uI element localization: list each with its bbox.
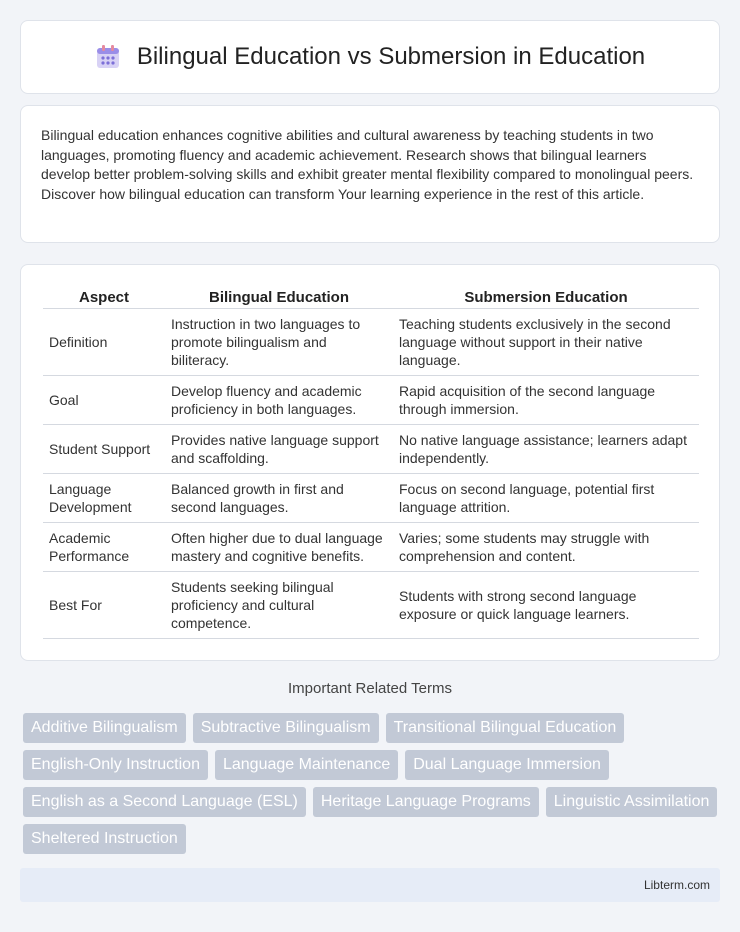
table-cell: Students seeking bilingual proficiency and cultural competence. [165,572,393,639]
table-cell: Academic Performance [43,523,165,572]
related-terms-heading: Important Related Terms [288,680,452,697]
comparison-table [43,285,699,639]
table-cell: Balanced growth in first and second languages. [165,474,393,523]
header-aspect: Aspect [43,285,165,309]
tag-language-maintenance[interactable]: Language Maintenance [215,750,398,780]
table-cell: Develop fluency and academic proficiency in both languages. [165,376,393,425]
table-cell: Often higher due to dual language mastery and cognitive benefits. [165,523,393,572]
table-cell: Goal [43,376,165,425]
table-row [43,425,699,474]
intro-text: Bilingual education enhances cognitive abilities and cultural awareness by teaching students in two languages, promoting fluency and academic achievement. Research shows that bilingual learners develop better problem-solving skills and exhibit greater mental flexibility compared to monolingual peers. Discover how bilingual education can transform Your learning experience in the rest of this article. [41,127,694,202]
table-row [43,474,699,523]
title-card [20,20,720,94]
table-cell: Student Support [43,425,165,474]
tag-esl[interactable]: English as a Second Language (ESL) [23,787,306,817]
table-row [43,376,699,425]
table-cell: Focus on second language, potential first language attrition. [393,474,699,523]
intro-card [20,105,720,243]
tag-english-only-instruction[interactable]: English-Only Instruction [23,750,208,780]
table-cell: Varies; some students may struggle with comprehension and content. [393,523,699,572]
table-cell: Teaching students exclusively in the second language without support in their native language. [393,309,699,376]
table-row [43,523,699,572]
table-cell: Definition [43,309,165,376]
table-cell: Provides native language support and scaffolding. [165,425,393,474]
footer-brand-link[interactable]: Libterm.com [643,878,710,892]
tag-additive-bilingualism[interactable]: Additive Bilingualism [23,713,186,743]
table-cell: Best For [43,572,165,639]
table-header-row [43,285,699,309]
calendar-icon [95,44,121,70]
page-title: Bilingual Education vs Submersion in Education [136,43,646,70]
tag-linguistic-assimilation[interactable]: Linguistic Assimilation [546,787,718,817]
related-terms-list [23,713,723,854]
table-cell: Instruction in two languages to promote bilingualism and biliteracy. [165,309,393,376]
tag-transitional-bilingual-education[interactable]: Transitional Bilingual Education [386,713,625,743]
tag-subtractive-bilingualism[interactable]: Subtractive Bilingualism [193,713,379,743]
comparison-card [20,264,720,661]
header-bilingual: Bilingual Education [165,285,393,309]
tag-sheltered-instruction[interactable]: Sheltered Instruction [23,824,186,854]
table-row [43,309,699,376]
header-submersion: Submersion Education [393,285,699,309]
table-cell: Rapid acquisition of the second language through immersion. [393,376,699,425]
tag-dual-language-immersion[interactable]: Dual Language Immersion [405,750,609,780]
table-cell: Students with strong second language exposure or quick language learners. [393,572,699,639]
table-cell: Language Development [43,474,165,523]
table-cell: No native language assistance; learners adapt independently. [393,425,699,474]
footer [20,868,720,902]
table-row [43,572,699,639]
tag-heritage-language-programs[interactable]: Heritage Language Programs [313,787,539,817]
